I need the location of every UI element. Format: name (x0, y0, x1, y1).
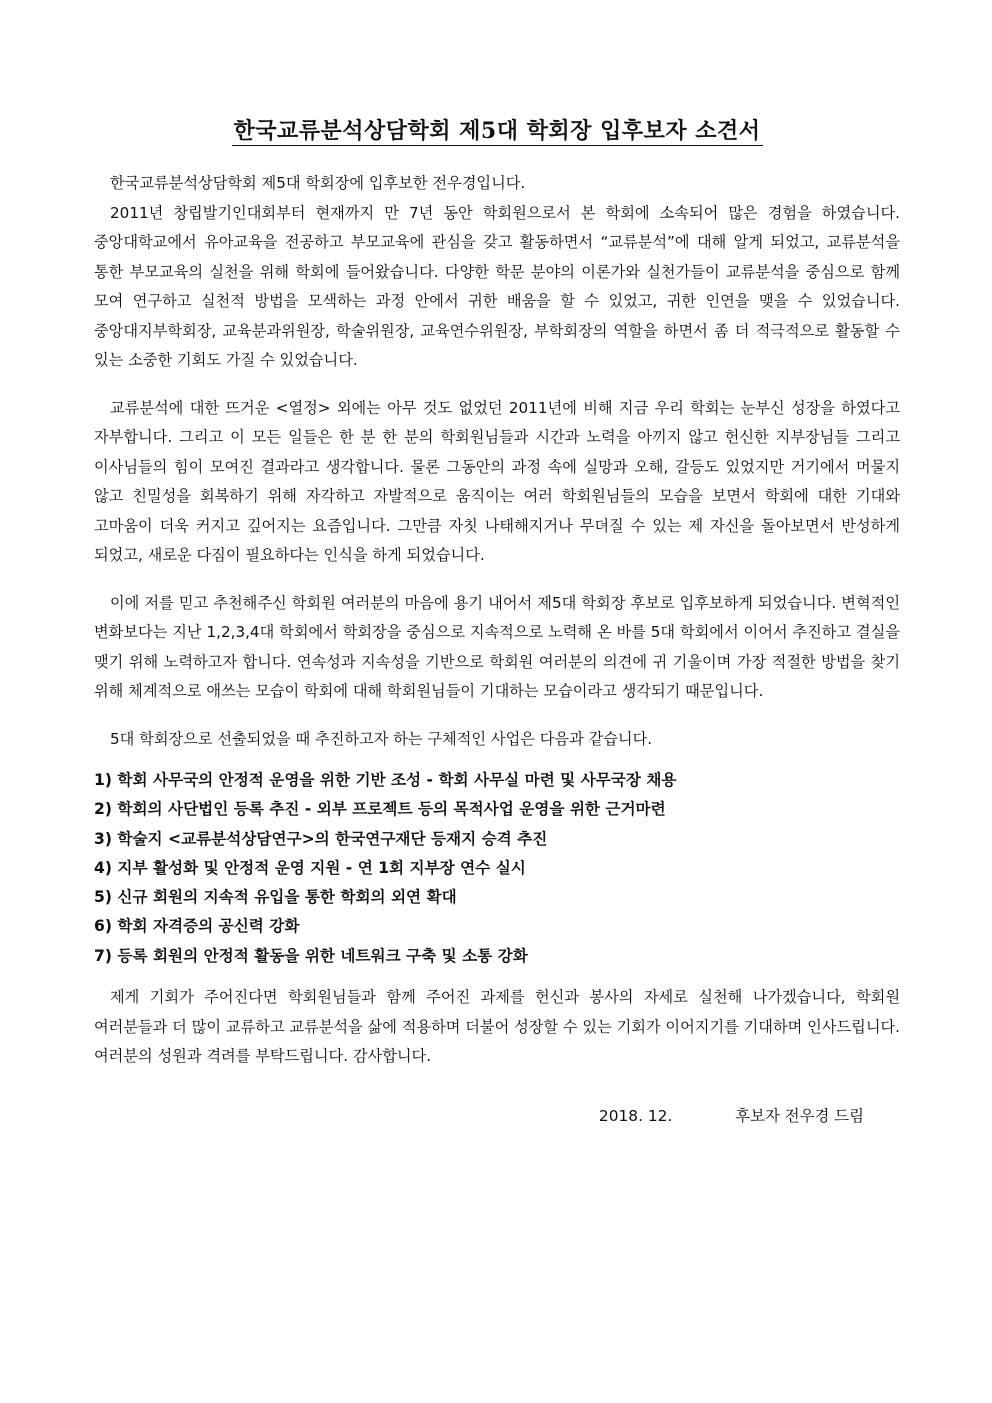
signature-block (94, 1102, 900, 1130)
spacer (94, 971, 900, 983)
closing-paragraph: 제게 기회가 주어진다면 학회원님들과 함께 주어진 과제를 헌신과 봉사의 자세로 실천해 나가겠습니다, 학회원 여러분들과 더 많이 교류하고 교류분석을 삶에 적용하며 더불어 성장할 수 있는 기회가 이어지기를 기대하며 인사드립니다. 여러분의 성원과 격려를 부탁드립니다. 감사합니다. (94, 988, 900, 1066)
spacer (94, 707, 900, 725)
plan-item: 1) 학회 사무국의 안정적 운영을 위한 기반 조성 - 학회 사무실 마련 및 사무국장 채용 (94, 771, 677, 789)
paragraph-background: 2011년 창립발기인대회부터 현재까지 만 7년 동안 학회원으로서 본 학회에 소속되어 많은 경험을 하였습니다. 중앙대학교에서 유아교육을 전공하고 부모교육에 관심을 갖고 활동하면서 “교류분석”에 대해 알게 되었고, 교류분석을 통한 부모교육의 실천을 위해 학회에 들어왔습니다. 다양한 학문 분야의 이론가와 실천가들이 교류분석을 중심으로 함께 모여 연구하고 실천적 방법을 모색하는 과정 안에서 귀한 배움을 할 수 있었고, 귀한 인연을 맺을 수 있었습니다. 중앙대지부학회장, 교육분과위원장, 학술위원장, 교육연수위원장, 부학회장의 역할을 하면서 좀 더 적극적으로 활동할 수 있는 소중한 기회도 가질 수 있었습니다. (94, 203, 900, 369)
plan-item: 3) 학술지 <교류분석상담연구>의 한국연구재단 등재지 승격 추진 (94, 829, 548, 848)
paragraph-candidacy: 이에 저를 믿고 추천해주신 학회원 여러분의 마음에 용기 내어서 제5대 학회장 후보로 입후보하게 되었습니다. 변혁적인 변화보다는 지난 1,2,3,4대 학회에서 학회장을 중심으로 지속적으로 노력해 온 바를 5대 학회에서 이어서 추진하고 결실을 맺기 위해 노력하고자 합니다. 연속성과 지속성을 기반으로 학회원 여러분의 의견에 귀 기울이며 가장 적절한 방법을 찾기 위해 체계적으로 애쓰는 모습이 학회에 대해 학회원님들이 기대하는 모습이라고 생각되기 때문입니다. (94, 593, 900, 700)
paragraph-growth: 교류분석에 대한 뜨거운 <열정> 외에는 아무 것도 없었던 2011년에 비해 지금 우리 학회는 눈부신 성장을 하였다고 자부합니다. 그리고 이 모든 일들은 한 분 한 분의 학회원님들과 시간과 노력을 아끼지 않고 헌신한 지부장님들 그리고 이사님들의 힘이 모여진 결과라고 생각합니다. 물론 그동안의 과정 속에 실망과 오해, 갈등도 있었지만 거기에서 머물지 않고 친밀성을 회복하기 위해 자각하고 자발적으로 움직이는 여러 학회원님들의 모습을 보면서 학회에 대한 기대와 고마움이 더욱 커지고 깊어지는 요즘입니다. 그만큼 자칫 나태해지거나 무뎌질 수 있는 제 자신을 돌아보면서 반성하게 되었고, 새로운 다짐이 필요하다는 인식을 하게 되었습니다. (94, 398, 900, 564)
plan-item: 7) 등록 회원의 안정적 활동을 위한 네트워크 구축 및 소통 강화 (94, 946, 528, 965)
plan-item: 5) 신규 회원의 지속적 유입을 통한 학회의 외연 확대 (94, 888, 457, 907)
signature: 후보자 전우경 드림 (735, 1106, 864, 1125)
plan-list (94, 766, 900, 971)
intro-line: 한국교류분석상담학회 제5대 학회장에 입후보한 전우경입니다. (110, 174, 526, 192)
document-title-text: 한국교류분석상담학회 제5대 학회장 입후보자 소견서 (233, 118, 761, 144)
document-date: 2018. 12. (598, 1106, 673, 1125)
document-title (94, 116, 900, 146)
plan-item: 2) 학회의 사단법인 등록 추진 - 외부 프로젝트 등의 목적사업 운영을 위한 근거마련 (94, 800, 666, 819)
document-page (94, 116, 900, 1130)
spacer (94, 376, 900, 394)
plan-item: 4) 지부 활성화 및 안정적 운영 지원 - 연 1회 지부장 연수 실시 (94, 858, 526, 877)
plan-intro: 5대 학회장으로 선출되었을 때 추진하고자 하는 구체적인 사업은 다음과 같습니다. (110, 729, 653, 748)
spacer (94, 571, 900, 589)
spacer (94, 754, 900, 766)
plan-item: 6) 학회 자격증의 공신력 강화 (94, 917, 300, 936)
